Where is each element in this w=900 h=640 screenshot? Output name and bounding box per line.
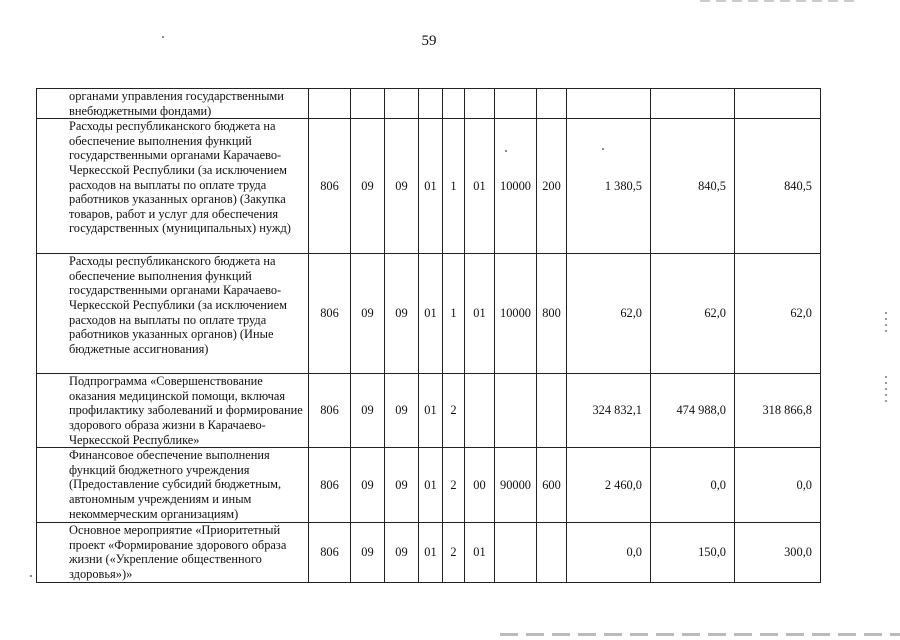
scan-speck <box>162 36 164 38</box>
cell-code8: 600 <box>537 448 567 523</box>
cell-code7: 90000 <box>495 448 537 523</box>
cell-code5: 2 <box>443 523 465 583</box>
scan-edge-right <box>885 312 887 336</box>
scan-edge-top <box>700 0 860 2</box>
cell-value1: 62,0 <box>567 254 651 374</box>
cell-code7 <box>495 523 537 583</box>
cell-code3: 09 <box>385 374 419 448</box>
cell-code8 <box>537 89 567 119</box>
table-row <box>37 448 821 523</box>
cell-code3: 09 <box>385 448 419 523</box>
cell-code3 <box>385 89 419 119</box>
cell-code5: 1 <box>443 119 465 254</box>
cell-code8: 800 <box>537 254 567 374</box>
cell-code3: 09 <box>385 523 419 583</box>
cell-code3: 09 <box>385 254 419 374</box>
cell-value1: 2 460,0 <box>567 448 651 523</box>
cell-value3: 300,0 <box>735 523 821 583</box>
scan-speck <box>505 150 507 152</box>
row-description: Основное мероприятие «Приоритетный проект «Формирование здорового образа жизни («Укрепление общественного здоровья»)» <box>37 523 309 583</box>
cell-code4: 01 <box>419 448 443 523</box>
cell-value2: 62,0 <box>651 254 735 374</box>
table-row <box>37 254 821 374</box>
cell-value2 <box>651 89 735 119</box>
cell-value3: 0,0 <box>735 448 821 523</box>
table-row <box>37 523 821 583</box>
cell-code1: 806 <box>309 448 351 523</box>
cell-value3: 318 866,8 <box>735 374 821 448</box>
budget-table <box>36 88 821 583</box>
cell-code4: 01 <box>419 523 443 583</box>
cell-value2: 474 988,0 <box>651 374 735 448</box>
cell-code8 <box>537 374 567 448</box>
cell-code5: 2 <box>443 448 465 523</box>
cell-code5: 1 <box>443 254 465 374</box>
cell-code5 <box>443 89 465 119</box>
cell-value1: 1 380,5 <box>567 119 651 254</box>
table-row <box>37 119 821 254</box>
cell-code6: 01 <box>465 119 495 254</box>
cell-code7 <box>495 374 537 448</box>
cell-code4 <box>419 89 443 119</box>
cell-code2: 09 <box>351 119 385 254</box>
table-row <box>37 89 821 119</box>
scan-edge-right <box>885 376 887 406</box>
cell-code3: 09 <box>385 119 419 254</box>
cell-code6: 01 <box>465 523 495 583</box>
row-description: органами управления государственными внебюджетными фондами) <box>37 89 309 119</box>
cell-code1: 806 <box>309 374 351 448</box>
cell-code7: 10000 <box>495 119 537 254</box>
cell-code6: 01 <box>465 254 495 374</box>
cell-code8 <box>537 523 567 583</box>
table-row <box>37 374 821 448</box>
cell-code1: 806 <box>309 523 351 583</box>
cell-code2 <box>351 89 385 119</box>
cell-code4: 01 <box>419 254 443 374</box>
cell-value2: 840,5 <box>651 119 735 254</box>
row-description: Расходы республиканского бюджета на обеспечение выполнения функций государственными органами Карачаево-Черкесской Республики (за исключением расходов на выплаты по оплате труда работников указанных органов) (Закупка товаров, работ и услуг для обеспечения государственных (муниципальных) нужд) <box>37 119 309 254</box>
row-description: Подпрограмма «Совершенствование оказания медицинской помощи, включая профилактику заболеваний и формирование здорового образа жизни в Карачаево-Черкесской Республике» <box>37 374 309 448</box>
scan-speck <box>30 575 32 577</box>
cell-value1 <box>567 89 651 119</box>
cell-value3: 840,5 <box>735 119 821 254</box>
cell-value1: 324 832,1 <box>567 374 651 448</box>
scan-edge-bottom <box>500 633 900 636</box>
cell-value2: 0,0 <box>651 448 735 523</box>
cell-code2: 09 <box>351 374 385 448</box>
page-number: 59 <box>421 33 437 49</box>
cell-code4: 01 <box>419 374 443 448</box>
cell-code1: 806 <box>309 119 351 254</box>
cell-code2: 09 <box>351 448 385 523</box>
row-description: Финансовое обеспечение выполнения функций бюджетного учреждения (Предоставление субсидий бюджетным, автономным учреждениям и иным некоммерческим организациям) <box>37 448 309 523</box>
cell-code2: 09 <box>351 254 385 374</box>
cell-value3 <box>735 89 821 119</box>
scan-speck <box>602 148 604 150</box>
cell-code5: 2 <box>443 374 465 448</box>
cell-code1: 806 <box>309 254 351 374</box>
cell-code8: 200 <box>537 119 567 254</box>
cell-value1: 0,0 <box>567 523 651 583</box>
cell-code4: 01 <box>419 119 443 254</box>
cell-code7 <box>495 89 537 119</box>
cell-code1 <box>309 89 351 119</box>
cell-code6 <box>465 89 495 119</box>
cell-code6 <box>465 374 495 448</box>
cell-code7: 10000 <box>495 254 537 374</box>
row-description: Расходы республиканского бюджета на обеспечение выполнения функций государственными органами Карачаево-Черкесской Республики (за исключением расходов на выплаты по оплате труда работников указанных органов) (Иные бюджетные ассигнования) <box>37 254 309 374</box>
cell-code2: 09 <box>351 523 385 583</box>
cell-value3: 62,0 <box>735 254 821 374</box>
cell-value2: 150,0 <box>651 523 735 583</box>
cell-code6: 00 <box>465 448 495 523</box>
